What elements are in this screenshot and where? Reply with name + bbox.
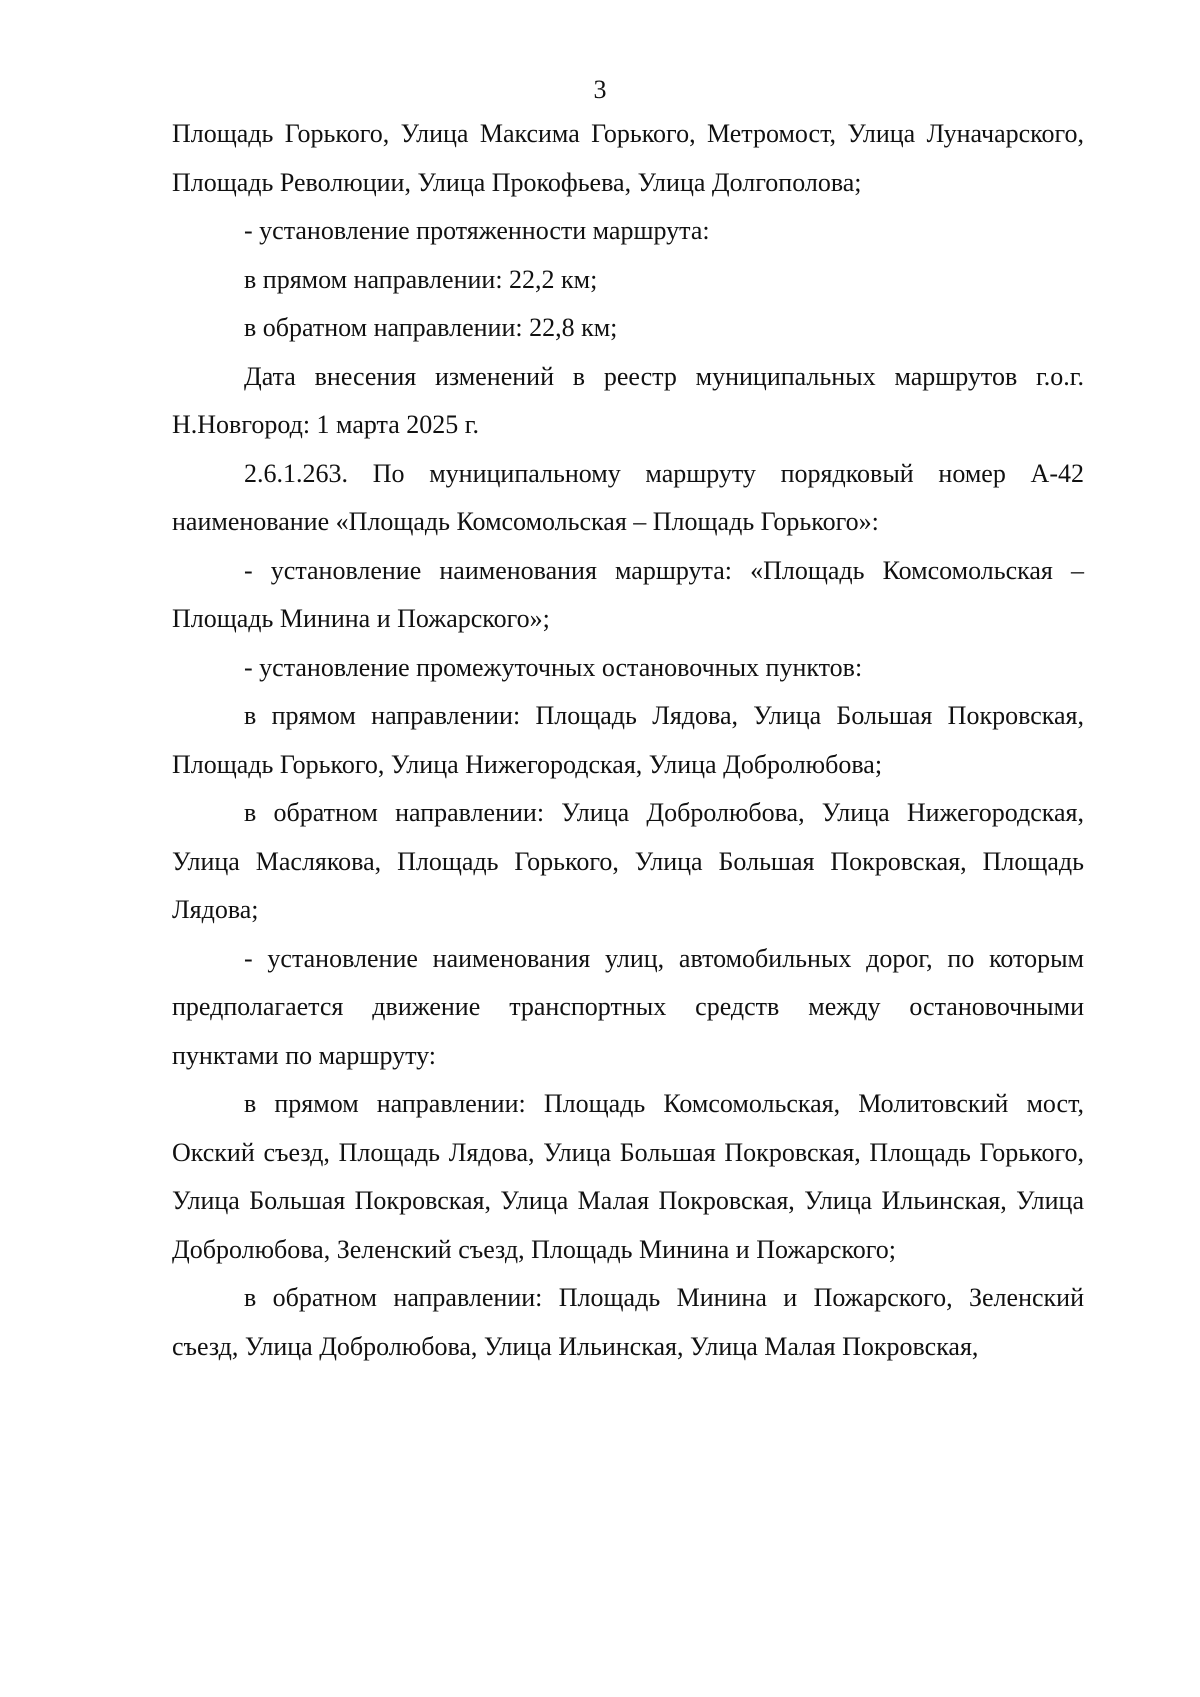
paragraph-reverse-streets: в обратном направлении: Площадь Минина и Пожарского, Зеленский съезд, Улица Добролюбова, Улица Ильинская, Улица Малая Покровская, <box>172 1283 1084 1361</box>
paragraph-reverse-stops: в обратном направлении: Улица Добролюбова, Улица Нижегородская, Улица Маслякова, Площадь Горького, Улица Большая Покровская, Площадь Лядова; <box>172 798 1084 924</box>
paragraph-stops-continuation: Площадь Горького, Улица Максима Горького, Метромост, Улица Луначарского, Площадь Революции, Улица Прокофьева, Улица Долгополова; <box>172 119 1084 197</box>
paragraph-route-length-heading: - установление протяженности маршрута: <box>244 216 710 245</box>
paragraph-streets-heading: - установление наименования улиц, автомобильных дорог, по которым предполагается движение транспортных средств между остановочными пунктами по маршруту: <box>172 943 1084 1070</box>
page-number: 3 <box>593 75 607 104</box>
paragraph-route-name: - установление наименования маршрута: «Площадь Комсомольская – Площадь Минина и Пожарского»; <box>172 555 1084 633</box>
document-body <box>172 110 1084 1371</box>
paragraph-reverse-length: в обратном направлении: 22,8 км; <box>244 313 618 342</box>
paragraph-intermediate-stops-heading: - установление промежуточных остановочных пунктов: <box>244 652 863 682</box>
paragraph-forward-length: в прямом направлении: 22,2 км; <box>244 264 598 294</box>
paragraph-registry-date: Дата внесения изменений в реестр муниципальных маршрутов г.о.г. Н.Новгород: 1 марта 2025 г. <box>172 361 1084 439</box>
paragraph-route-a42: 2.6.1.263. По муниципальному маршруту порядковый номер А-42 наименование «Площадь Комсомольская – Площадь Горького»: <box>172 458 1084 536</box>
paragraph-forward-streets: в прямом направлении: Площадь Комсомольская, Молитовский мост, Окский съезд, Площадь Лядова, Улица Большая Покровская, Площадь Горького, Улица Большая Покровская, Улица Малая Покровская, Улица Ильинская, Улица Добролюбова, Зеленский съезд, Площадь Минина и Пожарского; <box>172 1089 1084 1264</box>
paragraph-forward-stops: в прямом направлении: Площадь Лядова, Улица Большая Покровская, Площадь Горького, Улица Нижегородская, Улица Добролюбова; <box>172 701 1084 779</box>
